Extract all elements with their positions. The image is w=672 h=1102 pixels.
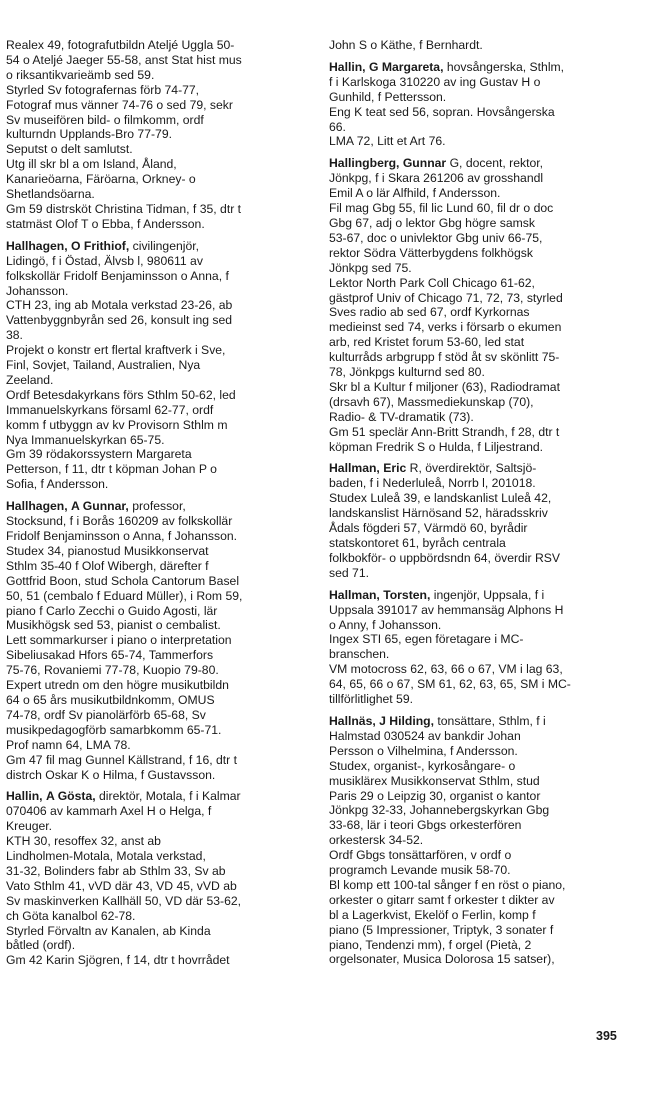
entry-first-line: professor,	[132, 499, 186, 514]
text-line: båtled (ordf).	[6, 938, 76, 953]
entry-body	[329, 171, 647, 454]
entry-hallhagen-frithiof	[6, 239, 306, 492]
entry-first-line: direktör, Motala, f i Kalmar	[99, 789, 241, 804]
page-number: 395	[596, 1029, 617, 1043]
entry-body	[329, 729, 647, 968]
entry-body	[6, 804, 306, 968]
entry-given-name: G Margareta,	[368, 59, 444, 74]
text-line: CTH 23, ing ab Motala verkstad 23-26, ab	[6, 298, 233, 313]
text-line: Musikhögsk sed 53, pianist o cembalist.	[6, 618, 221, 633]
text-line: Ingex STI 65, egen företagare i MC-	[329, 632, 524, 647]
text-line: Uppsala 391017 av hemmansäg Alphons H	[329, 602, 564, 617]
text-line: Radio- & TV-dramatik (73).	[329, 409, 474, 424]
entry-headline	[6, 499, 306, 514]
text-line: 31-32, Bolinders fabr ab Sthlm 33, Sv ab	[6, 863, 226, 878]
text-line: Skr bl a Kultur f miljoner (63), Radiodramat	[329, 379, 560, 394]
text-line: KTH 30, resoffex 32, anst ab	[6, 834, 161, 849]
entry-name: Hallman,	[329, 587, 380, 602]
text-line: statmäst Olof T o Ebba, f Andersson.	[6, 216, 205, 231]
text-line: sed 71.	[329, 565, 369, 580]
entry-body	[6, 38, 306, 232]
entry-body	[6, 514, 306, 782]
text-line: Jönkpg, f i Skara 261206 av grosshandl	[329, 171, 544, 186]
text-line: orkester o gitarr samt f orkester t dikter av	[329, 892, 555, 907]
text-line: Halmstad 030524 av bankdir Johan	[329, 728, 521, 743]
entry-name: Hallhagen,	[6, 238, 68, 253]
text-line: folkbokför- o uppbördsndn 64, överdir RSV	[329, 550, 561, 565]
text-line: köpman Fredrik S o Hulda, f Liljestrand.	[329, 439, 544, 454]
entry-first-line: tonsättare, Sthlm, f i	[437, 713, 546, 728]
entry-continued	[6, 38, 306, 232]
entry-body	[329, 476, 647, 580]
text-line: branschen.	[329, 647, 390, 662]
entry-hallman-eric	[329, 461, 647, 580]
text-line: 74-78, ordf Sv pianolärförb 65-68, Sv	[6, 707, 206, 722]
left-column	[6, 38, 306, 975]
entry-given-name: A Gösta,	[45, 789, 96, 804]
entry-headline	[329, 588, 647, 603]
text-line: Studex, organist-, kyrkosångare- o	[329, 758, 516, 773]
text-line: Ådals fögderi 57, Värmdö 60, byrådir	[329, 521, 528, 536]
text-line: Gunhild, f Pettersson.	[329, 89, 447, 104]
text-line: Sves radio ab sed 67, ordf Kyrkornas	[329, 305, 530, 320]
text-line: Styrled Sv fotografernas förb 74-77,	[6, 82, 200, 97]
text-line: 070406 av kammarh Axel H o Helga, f	[6, 804, 212, 819]
text-line: Projekt o konstr ert flertal kraftverk i Sve,	[6, 343, 226, 358]
entry-hallin-margareta	[329, 60, 647, 149]
entry-hallnas-hilding	[329, 714, 647, 967]
entry-first-line: ingenjör, Uppsala, f i	[433, 587, 545, 602]
text-line: landskanslist Härnösand 52, häradsskriv	[329, 506, 548, 521]
text-line: Sv museifören bild- o filmkomm, ordf	[6, 112, 204, 127]
text-line: 54 o Ateljé Jaeger 55-58, anst Stat hist mus	[6, 52, 242, 67]
text-line: musiklärex Musikkonservat Sthlm, stud	[329, 773, 540, 788]
text-line: 78, Jönkpgs kulturnd sed 80.	[329, 365, 485, 380]
text-line: Lektor North Park Coll Chicago 61-62,	[329, 275, 535, 290]
text-line: distrch Oskar K o Hilma, f Gustavsson.	[6, 767, 216, 782]
text-line: Gm 51 speclär Ann-Britt Strandh, f 28, dtr t	[329, 424, 560, 439]
text-line: Jönkpg sed 75.	[329, 260, 412, 275]
entry-name: Hallnäs,	[329, 713, 376, 728]
text-line: 64, 65, 66 o 67, SM 61, 62, 63, 65, SM i MC-	[329, 677, 571, 692]
text-line: 64 o 65 års musikutbildnkomm, OMUS	[6, 692, 215, 707]
text-line: Kanarieöarna, Färöarna, Orkney- o	[6, 172, 196, 187]
entry-given-name: Gunnar	[402, 156, 447, 171]
text-line: Lett sommarkurser i piano o interpretation	[6, 633, 232, 648]
text-line: Finl, Sovjet, Tailand, Australien, Nya	[6, 358, 201, 373]
text-line: Expert utredn om den högre musikutbildn	[6, 678, 229, 693]
text-line: Fotograf mus vänner 74-76 o sed 79, sekr	[6, 97, 233, 112]
text-line: Ordf Gbgs tonsättarfören, v ordf o	[329, 848, 512, 863]
entry-first-line: G, docent, rektor,	[449, 156, 544, 171]
text-line: Sofia, f Andersson.	[6, 477, 109, 492]
text-line: Sv maskinverken Kallhäll 50, VD där 53-62,	[6, 893, 242, 908]
text-line: piano, Tendenzi mm), f orgel (Pietà, 2	[329, 937, 532, 952]
text-line: Vattenbyggnbyrån sed 26, konsult ing sed	[6, 313, 233, 328]
text-line: o riksantikvarieämb sed 59.	[6, 67, 155, 82]
text-line: 53-67, doc o univlektor Gbg univ 66-75,	[329, 230, 543, 245]
text-line: baden, f i Nederluleå, Norrb l, 201018.	[329, 476, 536, 491]
text-line: Studex Luleå 39, e landskanlist Luleå 42,	[329, 491, 552, 506]
entry-hallman-torsten	[329, 588, 647, 707]
text-line: Ordf Betesdakyrkans förs Sthlm 50-62, led	[6, 387, 236, 402]
text-line: komm f utbyggn av kv Provisorn Sthlm m	[6, 417, 228, 432]
text-line: VM motocross 62, 63, 66 o 67, VM i lag 63,	[329, 662, 563, 677]
text-line: 75-76, Rovaniemi 77-78, Kuopio 79-80.	[6, 663, 219, 678]
text-line: Zeeland.	[6, 372, 54, 387]
entry-headline	[329, 156, 647, 171]
entry-name: Hallin,	[6, 789, 43, 804]
text-line: Realex 49, fotografutbildn Ateljé Uggla 50-	[6, 38, 235, 52]
text-line: arb, red Kristet forum 53-60, led stat	[329, 335, 525, 350]
text-line: Johansson.	[6, 283, 69, 298]
text-line: Kreuger.	[6, 819, 53, 834]
entry-hallhagen-gunnar	[6, 499, 306, 782]
entry-headline	[6, 789, 306, 804]
text-line: Gottfrid Boon, stud Schola Cantorum Basel	[6, 573, 240, 588]
entry-first-line: hovsångerska, Sthlm,	[446, 59, 565, 74]
entry-given-name: Torsten,	[383, 587, 431, 602]
entry-hallingberg-gunnar	[329, 156, 647, 454]
right-column	[329, 38, 647, 974]
text-line: Shetlandsöarna.	[6, 187, 95, 202]
text-line: Paris 29 o Leipzig 30, organist o kantor	[329, 788, 541, 803]
entry-headline	[329, 714, 647, 729]
text-line: 33-68, lär i teori Gbgs orkesterfören	[329, 818, 522, 833]
text-line: f i Karlskoga 310220 av ing Gustav H o	[329, 74, 541, 89]
text-line: Emil A o lär Alfhild, f Andersson.	[329, 186, 501, 201]
text-line: Petterson, f 11, dtr t köpman Johan P o	[6, 462, 217, 477]
entry-given-name: Eric	[383, 461, 407, 476]
entry-given-name: A Gunnar,	[71, 499, 129, 514]
entry-first-line: R, överdirektör, Saltsjö-	[409, 461, 537, 476]
entry-hallin-gosta	[6, 789, 306, 968]
entry-name: Hallman,	[329, 461, 380, 476]
text-line: programch Levande musik 58-70.	[329, 863, 511, 878]
entry-body	[329, 38, 647, 53]
text-line: gästprof Univ of Chicago 71, 72, 73, styrled	[329, 290, 563, 305]
text-line: Vato Sthlm 41, vVD där 43, VD 45, vVD ab	[6, 878, 237, 893]
text-line: Gbg 67, adj o lektor Gbg högre samsk	[329, 215, 535, 230]
entry-body	[329, 75, 647, 150]
text-line: bl a Lagerkvist, Ekelöf o Ferlin, komp f	[329, 907, 536, 922]
text-line: Persson o Vilhelmina, f Andersson.	[329, 743, 518, 758]
text-line: Bl komp ett 100-tal sånger f en röst o piano,	[329, 877, 566, 892]
text-line: Lindholmen-Motala, Motala verkstad,	[6, 849, 206, 864]
text-line: 50, 51 (cembalo f Eduard Müller), i Rom 59,	[6, 588, 243, 603]
text-line: kulturndn Upplands-Bro 77-79.	[6, 127, 172, 142]
text-line: medieinst sed 74, verks i försarb o ekumen	[329, 320, 562, 335]
text-line: Sthlm 35-40 f Olof Wibergh, därefter f	[6, 558, 209, 573]
entry-name: Hallhagen,	[6, 499, 68, 514]
text-line: Gm 59 distrsköt Christina Tidman, f 35, dtr t	[6, 201, 242, 216]
text-line: Lidingö, f i Östad, Älvsb l, 980611 av	[6, 253, 203, 268]
text-line: musikpedagogförb samarbkomm 65-71.	[6, 722, 222, 737]
entry-body	[329, 603, 647, 707]
text-line: Stocksund, f i Borås 160209 av folkskollär	[6, 514, 233, 529]
entry-headline	[329, 461, 647, 476]
text-line: Prof namn 64, LMA 78.	[6, 737, 131, 752]
text-line: Utg ill skr bl a om Island, Åland,	[6, 157, 177, 172]
text-line: 66.	[329, 119, 346, 134]
text-line: Fridolf Benjaminsson o Anna, f Johansson.	[6, 529, 238, 543]
text-line: John S o Käthe, f Bernhardt.	[329, 38, 483, 52]
text-line: Seputst o delt samlutst.	[6, 142, 133, 157]
text-line: folkskollär Fridolf Benjaminsson o Anna, f	[6, 268, 229, 283]
text-line: (drsavh 67), Massmediekunskap (70),	[329, 394, 534, 409]
text-line: piano f Carlo Zecchi o Guido Agosti, lär	[6, 603, 218, 618]
entry-headline	[6, 239, 306, 254]
text-line: orkestersk 34-52.	[329, 833, 424, 848]
entry-continued	[329, 38, 647, 53]
entry-name: Hallin,	[329, 59, 366, 74]
text-line: Studex 34, pianostud Musikkonservat	[6, 543, 209, 558]
text-line: rektor Södra Vätterbygdens folkhögsk	[329, 245, 533, 260]
text-line: tillförlitlighet 59.	[329, 692, 413, 707]
text-line: Sibeliusakad Hfors 65-74, Tammerfors	[6, 648, 214, 663]
text-line: o Anny, f Johansson.	[329, 617, 442, 632]
text-line: orgelsonater, Musica Dolorosa 15 satser),	[329, 952, 555, 967]
entry-headline	[329, 60, 647, 75]
entry-first-line: civilingenjör,	[132, 238, 200, 253]
text-line: Fil mag Gbg 55, fil lic Lund 60, fil dr o doc	[329, 201, 554, 216]
entry-body	[6, 254, 306, 493]
entry-given-name: J Hilding,	[379, 713, 434, 728]
text-line: LMA 72, Litt et Art 76.	[329, 134, 446, 149]
text-line: Gm 39 rödakorssystern Margareta	[6, 447, 192, 462]
text-line: Eng K teat sed 56, sopran. Hovsångerska	[329, 104, 555, 119]
text-line: Immanuelskyrkans församl 62-77, ordf	[6, 402, 214, 417]
text-line: Gm 42 Karin Sjögren, f 14, dtr t hovrrådet	[6, 953, 230, 968]
text-line: Nya Immanuelskyrkan 65-75.	[6, 432, 165, 447]
text-line: piano (5 Impressioner, Triptyk, 3 sonater f	[329, 922, 554, 937]
text-line: 38.	[6, 328, 23, 343]
text-line: statskontoret 61, byråch centrala	[329, 536, 506, 550]
text-line: Styrled Förvaltn av Kanalen, ab Kinda	[6, 923, 211, 938]
entry-name: Hallingberg,	[329, 156, 400, 171]
entry-given-name: O Frithiof,	[71, 238, 130, 253]
text-line: Gm 47 fil mag Gunnel Källstrand, f 16, dtr t	[6, 752, 237, 767]
text-line: kulturråds arbgrupp f stöd åt sv skönlitt 75-	[329, 350, 560, 365]
text-line: Jönkpg 32-33, Johannebergskyrkan Gbg	[329, 803, 550, 818]
text-line: ch Göta kanalbol 62-78.	[6, 908, 136, 923]
